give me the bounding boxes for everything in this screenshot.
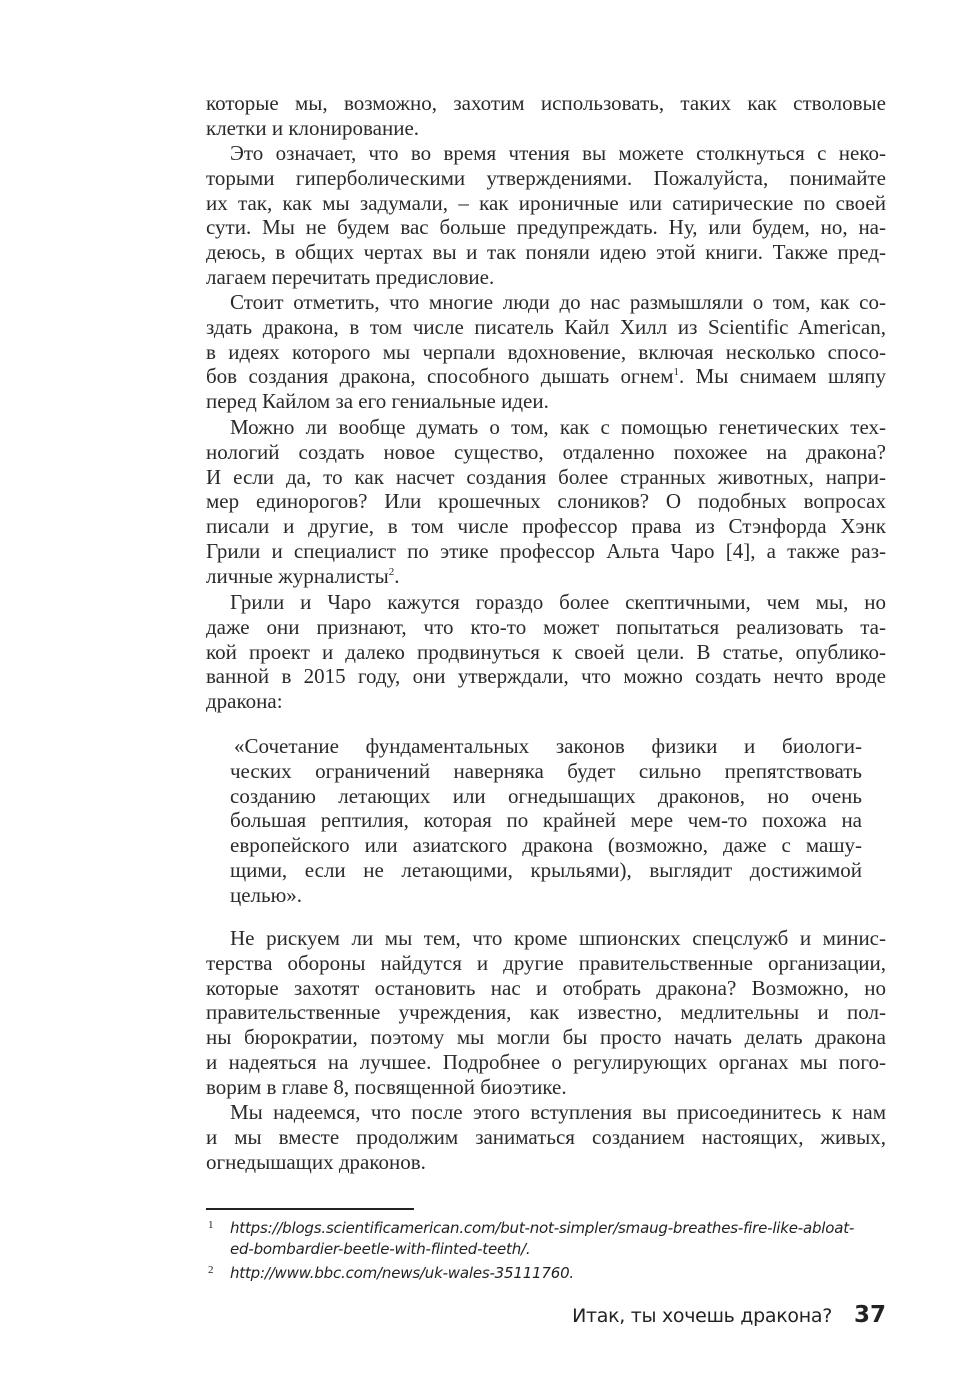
text-line: Это означает, что во время чтения вы можете столкнуться с неко-: [230, 141, 886, 165]
footnotes: [206, 1218, 890, 1284]
paragraph-3: [206, 290, 886, 414]
text-line: Мы надеемся, что после этого вступления вы присоединитесь к нам: [230, 1100, 886, 1124]
footnote-line: https://blogs.scientificamerican.com/but-not-simpler/smaug-breathes-fire-like-abloat-: [230, 1219, 855, 1237]
text-line: нологий создать новое существо, отдаленно похожее на дракона?: [206, 439, 886, 464]
paragraph-6: [206, 926, 886, 1100]
text-line: деюсь, в общих чертах вы и так поняли идею этой книги. Также пред-: [206, 240, 886, 265]
footnote-2: [206, 1263, 890, 1284]
text-line: которые мы, возможно, захотим использовать, таких как стволовые: [206, 91, 886, 115]
footnote-line: ed-bombardier-beetle-with-flinted-teeth/.: [230, 1240, 531, 1258]
text-line: ванной в 2015 году, они утверждали, что можно создать нечто вроде: [206, 664, 886, 689]
text-line: Грили и Чаро кажутся гораздо более скептичными, чем мы, но: [230, 590, 886, 614]
paragraph-4: [206, 415, 886, 589]
quote-line: созданию летающих или огнедышащих драконов, но очень: [230, 783, 862, 808]
text-line: клетки и клонирование.: [206, 115, 420, 140]
text-line: ны бюрократии, поэтому мы могли бы просто начать делать дракона: [206, 1025, 886, 1050]
text-line: ворим в главе 8, посвященной биоэтике.: [206, 1074, 567, 1099]
footnote-link[interactable]: [230, 1263, 890, 1284]
paragraph-7: [206, 1100, 886, 1174]
text-line-with-footnote: [206, 364, 886, 389]
text-line: Можно ли вообще думать о том, как с помощью генетических тех-: [230, 415, 886, 439]
footnote-number: 2: [208, 1264, 214, 1276]
text-line: лагаем перечитать предисловие.: [206, 264, 495, 289]
text-line: правительственные учреждения, как известно, медлительны и пол-: [206, 1000, 886, 1025]
text-segment: бов создания дракона, способного дышать огнем: [206, 364, 674, 389]
paragraph-2: [206, 141, 886, 290]
footnote-number: 1: [208, 1219, 214, 1231]
text-line: перед Кайлом за его гениальные идеи.: [206, 389, 549, 414]
text-line: кой проект и далеко продвинуться к своей цели. В статье, опублико-: [206, 639, 886, 664]
running-footer: [572, 1302, 886, 1328]
text-line: которые захотят остановить нас и отобрать дракона? Возможно, но: [206, 975, 886, 1000]
footnote-1: [206, 1218, 890, 1260]
paragraph-5: [206, 590, 886, 714]
footnote-separator: [206, 1208, 414, 1210]
text-line: Стоит отметить, что многие люди до нас размышляли о том, как со-: [230, 290, 886, 314]
text-line: в идеях которого мы черпали вдохновение, включая несколько спосо-: [206, 339, 886, 364]
page-number: 37: [853, 1302, 886, 1328]
quote-line: европейского или азиатского дракона (возможно, даже с машу-: [230, 833, 862, 858]
footnote-link[interactable]: [230, 1218, 890, 1260]
text-line: дракона:: [206, 689, 283, 714]
text-line: и надеяться на лучшее. Подробнее о регулирующих органах мы пого-: [206, 1049, 886, 1074]
text-line: огнедышащих драконов.: [206, 1149, 426, 1174]
quote-line: большая рептилия, которая по крайней мере чем-то похожа на: [230, 808, 862, 833]
text-line: и мы вместе продолжим заниматься созданием настоящих, живых,: [206, 1124, 886, 1149]
footnote-ref-2[interactable]: 2: [388, 565, 395, 578]
text-line-with-footnote: [206, 564, 886, 589]
text-line: даже они признают, что кто-то может попытаться реализовать та-: [206, 614, 886, 639]
text-segment: личные журналисты: [206, 563, 389, 588]
text-line: писали и другие, в том числе профессор права из Стэнфорда Хэнк: [206, 514, 886, 539]
quote-line: щими, если не летающими, крыльями), выглядит достижимой: [230, 857, 862, 882]
quote-line: целью».: [230, 882, 303, 907]
running-title: Итак, ты хочешь дракона?: [572, 1305, 832, 1327]
footnote-ref-1[interactable]: 1: [673, 366, 680, 379]
text-line: терства обороны найдутся и другие правительственные организации,: [206, 950, 886, 975]
paragraph-1: [206, 91, 886, 141]
text-segment: .: [394, 563, 400, 588]
text-line: Грили и специалист по этике профессор Альта Чаро [4], а также раз-: [206, 538, 886, 563]
text-line: Не рискуем ли мы тем, что кроме шпионских спецслужб и минис-: [230, 926, 886, 950]
text-line: торыми гиперболическими утверждениями. Пожалуйста, понимайте: [206, 165, 886, 190]
text-line: мер единорогов? Или крошечных слоников? О подобных вопросах: [206, 489, 886, 514]
text-line: их так, как мы задумали, – как ироничные или сатирические по своей: [206, 190, 886, 215]
block-quote: [230, 734, 862, 908]
quote-line: ческих ограничений наверняка будет сильно препятствовать: [230, 758, 862, 783]
text-line: здать дракона, в том числе писатель Кайл Хилл из Scientific American,: [206, 314, 886, 339]
text-line: сути. Мы не будем вас больше предупреждать. Ну, или будем, но, на-: [206, 215, 886, 240]
footnote-line: http://www.bbc.com/news/uk-wales-35111760.: [230, 1264, 574, 1282]
quote-line: «Сочетание фундаментальных законов физики и биологи-: [234, 734, 862, 758]
text-line: И если да, то как насчет создания более странных животных, напри-: [206, 464, 886, 489]
text-segment: . Мы снимаем шляпу: [679, 364, 886, 389]
